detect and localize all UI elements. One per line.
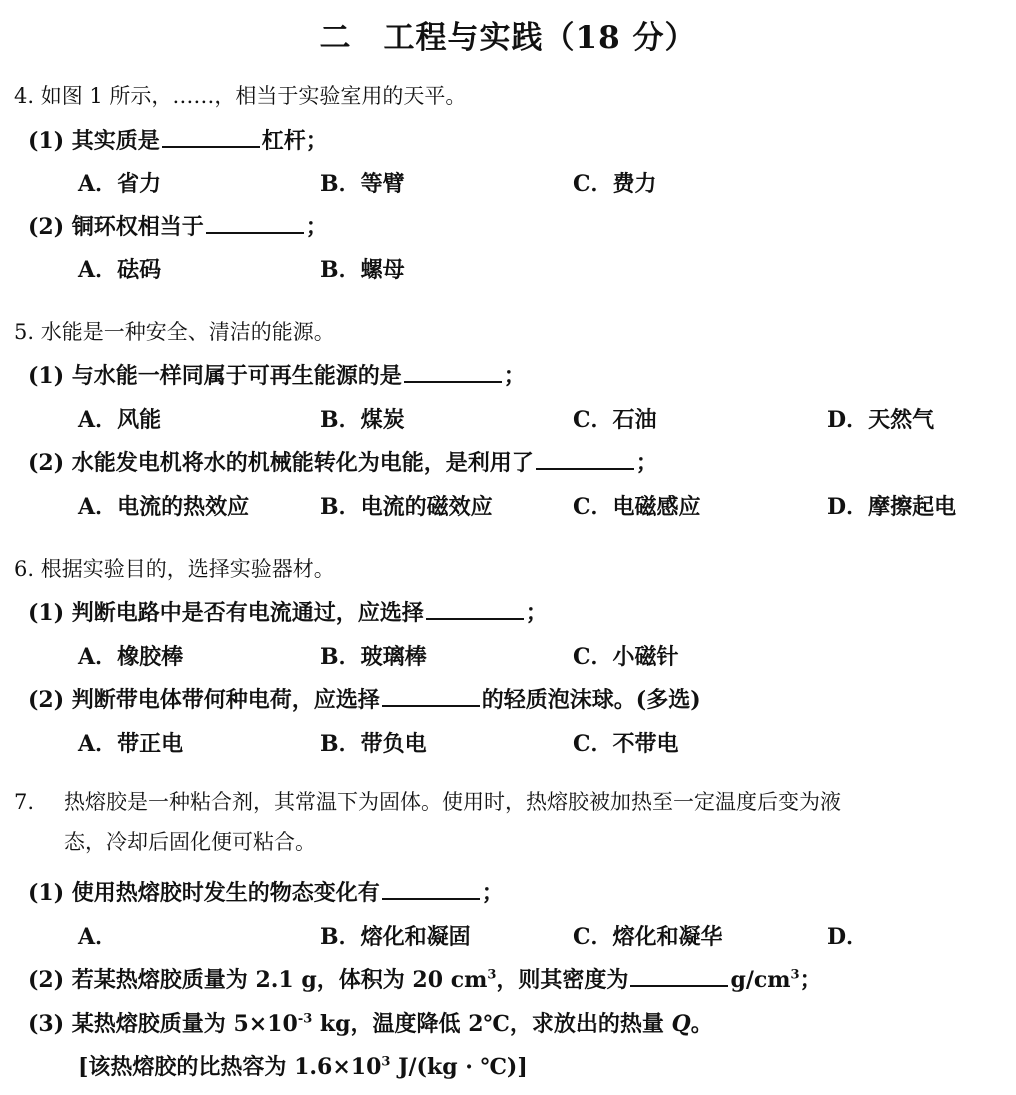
answer-blank[interactable]	[206, 228, 304, 234]
q5-p2-option-a: A．电流的热效应	[78, 494, 250, 520]
superscript: 3	[381, 1054, 391, 1070]
q6-p2-option-b: B．带负电	[320, 731, 427, 757]
q7-p1-option-b: B．熔化和凝固	[320, 924, 471, 950]
q5-p1-option-a: A．风能	[78, 407, 162, 433]
question-4-part-1	[28, 124, 328, 155]
q7-p2-post: ；	[799, 967, 822, 993]
question-7-number: 7.	[14, 790, 35, 814]
q6-p2-text: (2) 判断带电体带何种电荷，应选择	[28, 687, 380, 713]
q4-p1-text: (1) 其实质是	[28, 128, 160, 154]
q5-p1-option-b: B．煤炭	[320, 407, 405, 433]
q6-p1-option-c: C．小磁针	[573, 644, 679, 670]
question-5-part-2	[28, 446, 658, 477]
question-7-part-2	[28, 963, 822, 994]
q6-p2-post: 的轻质泡沫球。(多选)	[481, 687, 701, 713]
q5-p2-post: ；	[635, 450, 658, 476]
answer-blank[interactable]	[630, 981, 728, 987]
q7-p3-text-b: kg，温度降低 2℃，求放出的热量	[312, 1011, 672, 1037]
q5-p1-text: (1) 与水能一样同属于可再生能源的是	[28, 363, 402, 389]
q7-p1-text: (1) 使用热熔胶时发生的物态变化有	[28, 880, 380, 906]
question-4-stem: 4. 如图 1 所示，……，相当于实验室用的天平。	[14, 84, 467, 108]
q5-p1-option-c: C．石油	[573, 407, 657, 433]
q6-p1-option-a: A．橡胶棒	[78, 644, 184, 670]
answer-blank[interactable]	[404, 377, 502, 383]
q7-p1-post: ；	[481, 880, 504, 906]
q7-p1-option-c: C．熔化和凝华	[573, 924, 723, 950]
q7-note-text-a: [该热熔胶的比热容为 1.6×10	[78, 1054, 382, 1080]
answer-blank[interactable]	[382, 894, 480, 900]
q5-p1-post: ；	[503, 363, 526, 389]
heat-symbol: Q	[671, 1011, 691, 1037]
answer-blank[interactable]	[382, 701, 480, 707]
superscript: 3	[487, 967, 497, 983]
q4-p2-option-b: B．螺母	[320, 257, 405, 283]
q4-p1-post: 杠杆；	[261, 128, 328, 154]
q7-stem-line-1: 热熔胶是一种粘合剂，其常温下为固体。使用时，热熔胶被加热至一定温度后变为液	[64, 790, 841, 814]
q7-p2-text-b: ，则其密度为	[496, 967, 629, 993]
q6-p1-text: (1) 判断电路中是否有电流通过，应选择	[28, 600, 424, 626]
q4-p1-option-a: A．省力	[78, 171, 162, 197]
q6-p1-post: ；	[525, 600, 548, 626]
q4-p1-option-c: C．费力	[573, 171, 657, 197]
question-6-part-1	[28, 596, 548, 627]
question-7-note	[78, 1050, 528, 1081]
section-title: 二 工程与实践（18 分）	[319, 20, 697, 56]
q7-p1-option-a: A．	[78, 924, 118, 950]
q7-p2-unit: g/cm	[730, 967, 791, 993]
q7-note-text-b: J/(kg · ℃)]	[390, 1054, 528, 1080]
superscript: 3	[790, 967, 800, 983]
q7-p2-text-a: (2) 若某热熔胶质量为 2.1 g，体积为 20 cm	[28, 967, 488, 993]
question-7-stem	[14, 782, 1004, 862]
answer-blank[interactable]	[162, 142, 260, 148]
q5-p2-option-d: D．摩擦起电	[827, 494, 957, 520]
q6-p1-option-b: B．玻璃棒	[320, 644, 427, 670]
q4-p2-post: ；	[305, 214, 328, 240]
answer-blank[interactable]	[536, 464, 634, 470]
q7-p1-option-d: D．	[827, 924, 869, 950]
question-6-stem: 6. 根据实验目的，选择实验器材。	[14, 557, 335, 581]
question-7-part-3	[28, 1007, 713, 1038]
question-4-part-2	[28, 210, 328, 241]
superscript: -3	[297, 1011, 313, 1027]
question-5-part-1	[28, 359, 526, 390]
question-7-part-1	[28, 876, 504, 907]
q5-p2-option-c: C．电磁感应	[573, 494, 701, 520]
q6-p2-option-a: A．带正电	[78, 731, 184, 757]
q7-p3-text-a: (3) 某热熔胶质量为 5×10	[28, 1011, 298, 1037]
q5-p2-text: (2) 水能发电机将水的机械能转化为电能，是利用了	[28, 450, 534, 476]
q7-stem-line-2: 态，冷却后固化便可粘合。	[64, 830, 316, 854]
question-6-part-2	[28, 683, 701, 714]
q5-p1-option-d: D．天然气	[827, 407, 935, 433]
q4-p2-text: (2) 铜环权相当于	[28, 214, 204, 240]
q4-p1-option-b: B．等臂	[320, 171, 405, 197]
q7-p3-post: 。	[690, 1011, 713, 1037]
question-5-stem: 5. 水能是一种安全、清洁的能源。	[14, 320, 335, 344]
q5-p2-option-b: B．电流的磁效应	[320, 494, 493, 520]
q4-p2-option-a: A．砝码	[78, 257, 162, 283]
answer-blank[interactable]	[426, 614, 524, 620]
q6-p2-option-c: C．不带电	[573, 731, 679, 757]
